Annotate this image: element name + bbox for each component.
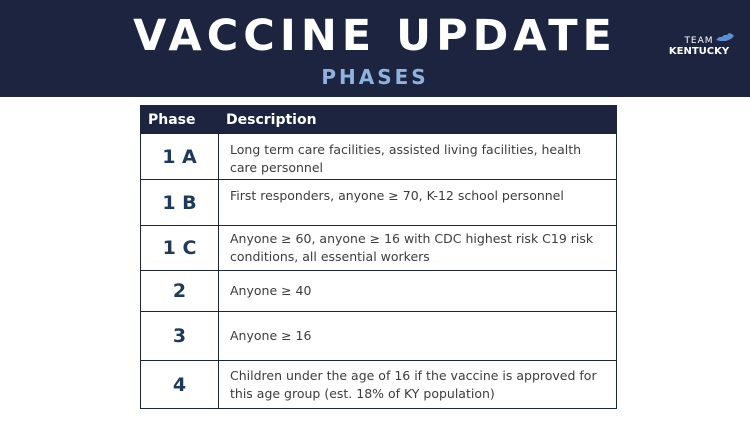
- logo-state-text: KENTUCKY: [668, 46, 730, 57]
- description-cell: Anyone ≥ 40: [219, 271, 617, 312]
- description-cell: First responders, anyone ≥ 70, K-12 school personnel: [219, 180, 617, 226]
- table-row: [141, 271, 617, 312]
- description-cell: Anyone ≥ 60, anyone ≥ 16 with CDC highest risk C19 risk conditions, all essential workers: [219, 226, 617, 271]
- phase-cell: 1 A: [141, 134, 219, 180]
- table-row: [141, 361, 617, 409]
- column-header-phase: Phase: [141, 106, 219, 134]
- description-cell: Long term care facilities, assisted living facilities, health care personnel: [219, 134, 617, 180]
- page-title: VACCINE UPDATE: [133, 11, 617, 61]
- logo-team-text: TEAM: [684, 36, 714, 46]
- table-row: [141, 134, 617, 180]
- table-header-row: [141, 106, 617, 134]
- header-banner: [0, 0, 750, 97]
- phases-table: [140, 105, 617, 409]
- kentucky-state-icon: [716, 33, 734, 42]
- phase-cell: 4: [141, 361, 219, 409]
- team-kentucky-logo: [664, 36, 734, 57]
- page-subtitle: PHASES: [321, 65, 429, 89]
- phase-cell: 2: [141, 271, 219, 312]
- phase-cell: 1 C: [141, 226, 219, 271]
- phase-cell: 1 B: [141, 180, 219, 226]
- phase-cell: 3: [141, 312, 219, 361]
- table-row: [141, 312, 617, 361]
- table-row: [141, 180, 617, 226]
- description-cell: Anyone ≥ 16: [219, 312, 617, 361]
- description-cell: Children under the age of 16 if the vaccine is approved for this age group (est. 18% of KY population): [219, 361, 617, 409]
- column-header-description: Description: [219, 106, 617, 134]
- table-row: [141, 226, 617, 271]
